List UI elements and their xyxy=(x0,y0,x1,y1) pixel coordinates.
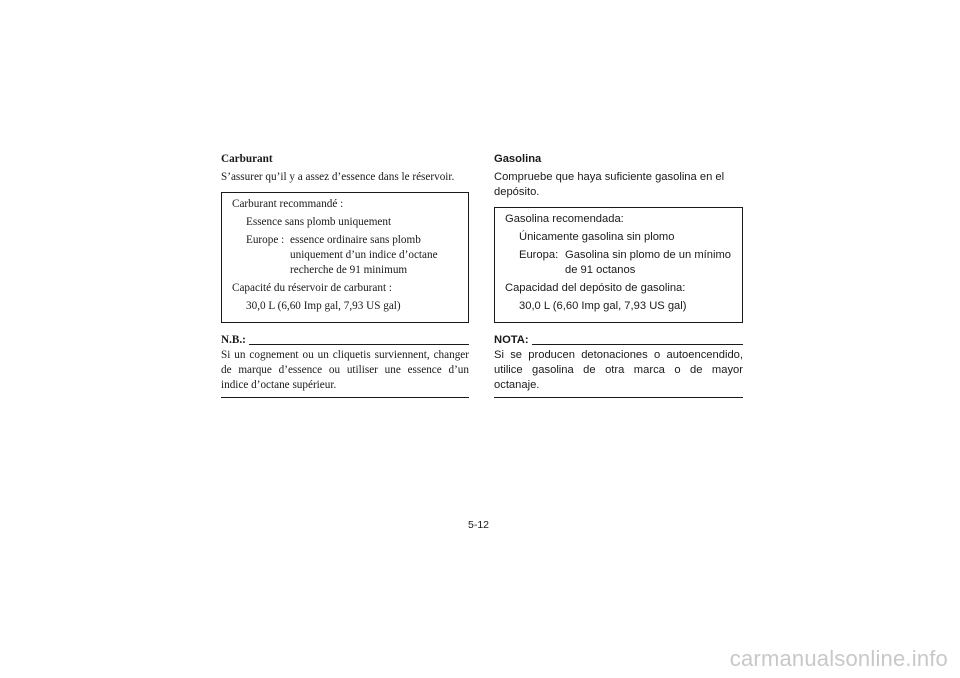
watermark: carmanualsonline.info xyxy=(729,646,948,671)
page-number: 5-12 xyxy=(468,519,490,531)
spanish-intro: Compruebe que haya suficiente gasolina en el depósito. xyxy=(494,171,725,198)
spanish-note-rule xyxy=(532,344,743,345)
spanish-column xyxy=(494,152,743,398)
french-note-rule xyxy=(249,344,469,345)
french-fuel-spec-box xyxy=(221,192,469,323)
french-unleaded-only: Essence sans plomb uniquement xyxy=(246,216,392,228)
french-intro: S’assurer qu’il y a assez d’essence dans le réservoir. xyxy=(221,171,455,183)
french-tank-capacity: 30,0 L (6,60 Imp gal, 7,93 US gal) xyxy=(246,300,401,312)
spanish-note-end-rule xyxy=(494,397,743,398)
french-column xyxy=(221,152,469,398)
spanish-note-header xyxy=(494,333,743,348)
spanish-fuel-spec-box xyxy=(494,207,743,323)
spanish-heading: Gasolina xyxy=(494,153,542,165)
spanish-unleaded-only: Únicamente gasolina sin plomo xyxy=(519,231,675,243)
french-heading: Carburant xyxy=(221,153,273,165)
spanish-recommended-fuel-label: Gasolina recomendada: xyxy=(505,213,624,225)
french-note-end-rule xyxy=(221,397,469,398)
spanish-note-text: Si se producen detonaciones o autoencendido, utilice gasolina de otra marca o de mayor octanaje. xyxy=(494,349,743,391)
spanish-europe-row xyxy=(519,248,736,278)
french-europe-value: essence ordinaire sans plomb uniquement d’un indice d’octane recherche de 91 minimum xyxy=(290,234,438,276)
french-note-header xyxy=(221,333,469,348)
spanish-tank-capacity: 30,0 L (6,60 Imp gal, 7,93 US gal) xyxy=(519,300,687,312)
french-note-text: Si un cognement ou un cliquetis surviennent, changer de marque d’essence ou utiliser une essence d’un indice d’octane supérieur. xyxy=(221,349,469,391)
french-note-label: N.B.: xyxy=(221,334,246,346)
french-europe-row xyxy=(246,233,462,278)
french-recommended-fuel-label: Carburant recommandé : xyxy=(232,198,344,210)
french-tank-capacity-label: Capacité du réservoir de carburant : xyxy=(232,282,392,294)
spanish-note-label: NOTA: xyxy=(494,334,529,346)
spanish-europe-value: Gasolina sin plomo de un mínimo de 91 octanos xyxy=(565,249,732,276)
spanish-europe-label: Europa: xyxy=(519,249,559,261)
spanish-tank-capacity-label: Capacidad del depósito de gasolina: xyxy=(505,282,686,294)
french-europe-label: Europe : xyxy=(246,234,285,246)
